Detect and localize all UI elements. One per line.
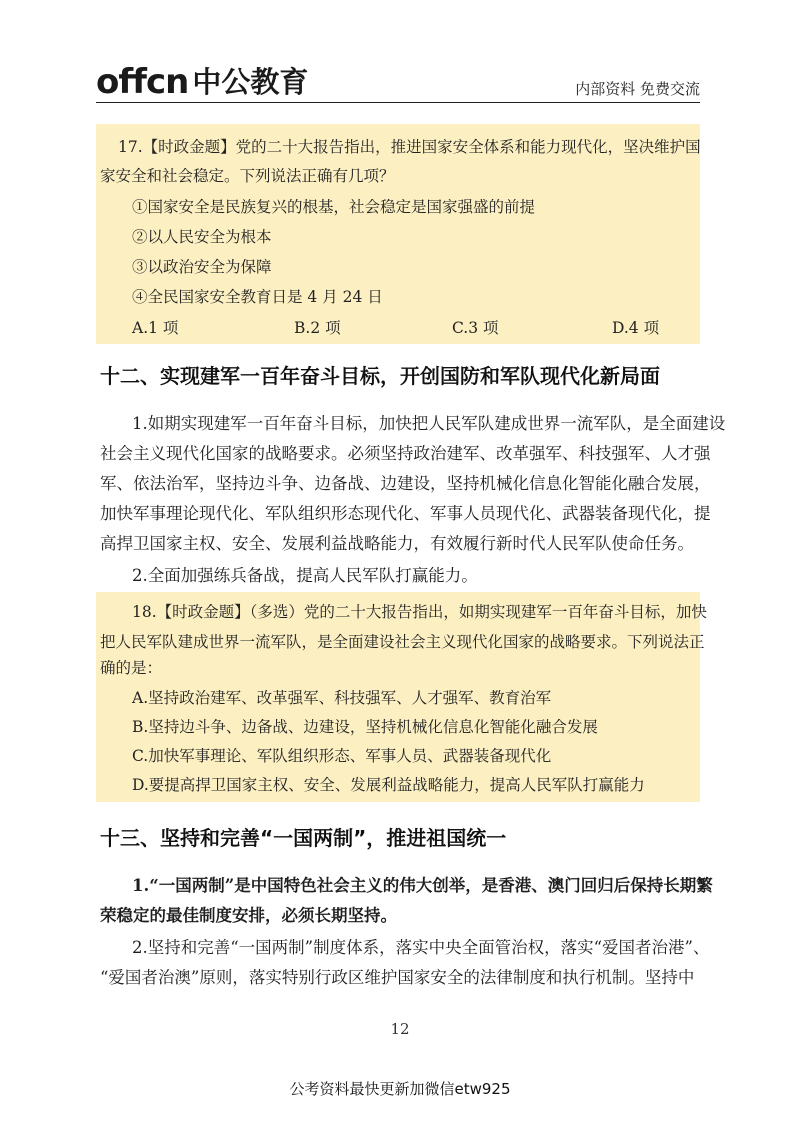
section-12-p1-line-1: 1.如期实现建军一百年奋斗目标，加快把人民军队建成世界一流军队，是全面建设 — [132, 414, 726, 433]
section-13-p2-line-1: 2.坚持和完善“一国两制”制度体系，落实中央全面管治权，落实“爱国者治港”、 — [132, 938, 710, 957]
section-12-p1-line-3: 军、依法治军，坚持边斗争、边备战、边建设，坚持机械化信息化智能化融合发展， — [100, 474, 711, 493]
q18-stem-line-2: 把人民军队建成世界一流军队，是全面建设社会主义现代化国家的战略要求。下列说法正 — [100, 633, 705, 651]
q18-option-d: D.要提高捍卫国家主权、安全、发展利益战略能力，提高人民军队打赢能力 — [132, 776, 645, 794]
q17-item-4: ④全民国家安全教育日是 4 月 24 日 — [132, 288, 383, 306]
section-12-p1-line-2: 社会主义现代化国家的战略要求。必须坚持政治建军、改革强军、科技强军、人才强 — [100, 444, 711, 463]
q17-stem-line-2: 家安全和社会稳定。下列说法正确有几项？ — [100, 167, 395, 185]
q17-stem-line-1: 17.【时政金题】党的二十大报告指出，推进国家安全体系和能力现代化，坚决维护国 — [118, 138, 701, 156]
q17-item-2: ②以人民安全为根本 — [132, 228, 272, 246]
page-number: 12 — [390, 1020, 410, 1038]
q17-item-1: ①国家安全是民族复兴的根基，社会稳定是国家强盛的前提 — [132, 198, 536, 216]
section-13-p1-line-2: 荣稳定的最佳制度安排，必须长期坚持。 — [100, 906, 397, 925]
q17-option-d: D.4 项 — [612, 319, 660, 337]
q18-stem-line-1: 18.【时政金题】（多选）党的二十大报告指出，如期实现建军一百年奋斗目标，加快 — [132, 603, 707, 621]
q18-option-b: B.坚持边斗争、边备战、边建设，坚持机械化信息化智能化融合发展 — [132, 718, 598, 736]
q18-stem-line-3: 确的是： — [100, 659, 163, 677]
section-12-p2: 2.全面加强练兵备战，提高人民军队打赢能力。 — [132, 566, 478, 585]
section-13-heading: 十三、坚持和完善“一国两制”，推进祖国统一 — [100, 826, 507, 850]
q18-option-c: C.加快军事理论、军队组织形态、军事人员、武器装备现代化 — [132, 747, 552, 765]
q18-option-a: A.坚持政治建军、改革强军、科技强军、人才强军、教育治军 — [132, 689, 552, 707]
q17-option-c: C.3 项 — [452, 319, 499, 337]
section-13-p1-line-1: 1.“一国两制”是中国特色社会主义的伟大创举，是香港、澳门回归后保持长期繁 — [132, 876, 713, 895]
section-12-p1-line-5: 高捍卫国家主权、安全、发展利益战略能力，有效履行新时代人民军队使命任务。 — [100, 534, 694, 553]
q17-option-b: B.2 项 — [294, 319, 341, 337]
header-note: 内部资料 免费交流 — [575, 80, 700, 98]
footer-note: 公考资料最快更新加微信etw925 — [289, 1080, 511, 1098]
section-13-p2-line-2: “爱国者治澳”原则，落实特别行政区维护国家安全的法律制度和执行机制。坚持中 — [100, 968, 695, 987]
section-12-heading: 十二、实现建军一百年奋斗目标，开创国防和军队现代化新局面 — [100, 364, 660, 388]
q17-item-3: ③以政治安全为保障 — [132, 258, 272, 276]
header-divider — [96, 102, 700, 103]
logo-wordmark: offcn — [96, 62, 189, 102]
logo-chinese: 中公教育 — [192, 65, 309, 99]
offcn-logo — [96, 62, 308, 102]
q17-option-a: A.1 项 — [132, 319, 179, 337]
section-12-p1-line-4: 加快军事理论现代化、军队组织形态现代化、军事人员现代化、武器装备现代化，提 — [100, 504, 711, 523]
